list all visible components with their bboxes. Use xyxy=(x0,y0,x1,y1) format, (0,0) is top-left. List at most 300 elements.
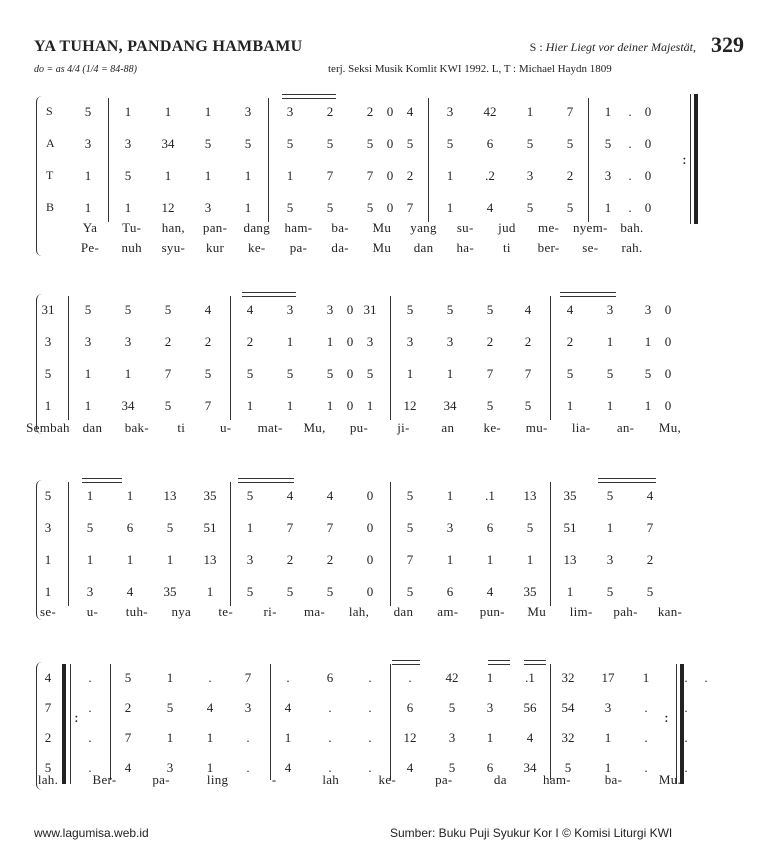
beam-line xyxy=(238,478,294,479)
note: 5 xyxy=(286,200,294,215)
note: 5 xyxy=(84,302,92,317)
note: 3 xyxy=(606,552,614,567)
beam-line xyxy=(242,296,296,297)
note: 7 xyxy=(406,200,414,215)
voice-label: A xyxy=(46,136,55,150)
note: 2 xyxy=(204,334,212,349)
note: 32 xyxy=(561,730,575,745)
note: 1 xyxy=(246,520,254,535)
note: 1 xyxy=(124,104,132,119)
voice-row xyxy=(0,520,758,540)
note: 5 xyxy=(124,670,132,685)
note: 7 xyxy=(646,520,654,535)
voice-row xyxy=(0,302,758,322)
note: . xyxy=(628,136,632,151)
note: 5 xyxy=(84,104,92,119)
lyric-syllable: da xyxy=(493,772,507,787)
lyric-syllable: se- xyxy=(39,604,57,619)
note: 0 xyxy=(664,334,672,349)
lyric-syllable: ti xyxy=(177,420,186,435)
note: 5 xyxy=(366,200,374,215)
lyric-syllable: lah xyxy=(322,772,340,787)
lyric-syllable: mu- xyxy=(525,420,548,435)
note: 4 xyxy=(44,670,52,685)
note: 4 xyxy=(406,104,414,119)
note: 1 xyxy=(366,398,374,413)
lyric-syllable: lah. xyxy=(37,772,59,787)
note: 3 xyxy=(406,334,414,349)
lyric-syllable: mat- xyxy=(257,420,283,435)
note: 7 xyxy=(326,168,334,183)
beam-line xyxy=(560,296,616,297)
tune-source xyxy=(530,40,696,55)
voice-row xyxy=(0,552,758,572)
lyric-syllable: ham- xyxy=(542,772,571,787)
note: . xyxy=(368,670,372,685)
beam-line xyxy=(392,660,420,661)
note: 5 xyxy=(44,366,52,381)
voice-row xyxy=(0,168,758,188)
note: 1 xyxy=(244,168,252,183)
lyric-syllable: ri- xyxy=(263,604,277,619)
note: 1 xyxy=(604,200,612,215)
note: 7 xyxy=(486,366,494,381)
note: 3 xyxy=(604,700,612,715)
note: 5 xyxy=(166,520,174,535)
note: 0 xyxy=(366,584,374,599)
note: 1 xyxy=(526,104,534,119)
note: 3 xyxy=(366,334,374,349)
note: 35 xyxy=(523,584,537,599)
note: 1 xyxy=(84,168,92,183)
note: 3 xyxy=(526,168,534,183)
credits: terj. Seksi Musik Komlit KWI 1992. L, T : Michael Haydn 1809 xyxy=(328,63,612,75)
note: 3 xyxy=(286,302,294,317)
lyric-syllable: Pe- xyxy=(80,240,100,255)
note: 5 xyxy=(86,520,94,535)
note: 1 xyxy=(606,398,614,413)
note: . xyxy=(684,760,688,775)
note: 0 xyxy=(664,302,672,317)
note: 51 xyxy=(203,520,217,535)
note: 5 xyxy=(326,200,334,215)
repeat-dots: : xyxy=(74,710,79,726)
beam-line xyxy=(524,664,546,665)
lyric-syllable: pan- xyxy=(202,220,228,235)
voice-row xyxy=(0,488,758,508)
note: 5 xyxy=(164,398,172,413)
voice-row xyxy=(0,366,758,386)
note: 5 xyxy=(448,700,456,715)
note: 5 xyxy=(246,584,254,599)
source-footer: Sumber: Buku Puji Syukur Kor I © Komisi Liturgi KWI xyxy=(390,826,673,840)
lyric-syllable: - xyxy=(271,772,277,787)
lyric-syllable: dan xyxy=(82,420,103,435)
note: . xyxy=(88,760,92,775)
lyric-syllable: se- xyxy=(582,240,599,255)
lyric-syllable: ke- xyxy=(378,772,397,787)
note: . xyxy=(88,670,92,685)
note: 3 xyxy=(244,700,252,715)
lyric-syllable: nuh xyxy=(121,240,142,255)
lyric-syllable: ba- xyxy=(604,772,623,787)
note: 1 xyxy=(44,398,52,413)
lyric-line xyxy=(0,604,758,624)
lyric-syllable: u- xyxy=(86,604,99,619)
note: 2 xyxy=(44,730,52,745)
note: 1 xyxy=(446,200,454,215)
lyric-syllable: an xyxy=(441,420,455,435)
note: 7 xyxy=(366,168,374,183)
lyric-syllable: han, xyxy=(161,220,185,235)
note: 3 xyxy=(644,302,652,317)
note: 34 xyxy=(443,398,457,413)
note: 5 xyxy=(486,302,494,317)
note: 4 xyxy=(206,700,214,715)
lyric-syllable: tuh- xyxy=(125,604,148,619)
note: 3 xyxy=(606,302,614,317)
lyric-syllable: bak- xyxy=(124,420,149,435)
note: 3 xyxy=(446,104,454,119)
note: 5 xyxy=(326,584,334,599)
note: 4 xyxy=(646,488,654,503)
lyric-syllable: nya xyxy=(171,604,192,619)
beam-line xyxy=(242,292,296,293)
lyric-syllable: ham- xyxy=(284,220,313,235)
note: . xyxy=(208,670,212,685)
note: 0 xyxy=(346,302,354,317)
note: 7 xyxy=(286,520,294,535)
note: 32 xyxy=(561,670,575,685)
note: 4 xyxy=(286,488,294,503)
note: 0 xyxy=(644,104,652,119)
note: . xyxy=(328,760,332,775)
note: 54 xyxy=(561,700,575,715)
note: 0 xyxy=(644,200,652,215)
note: . xyxy=(368,730,372,745)
beam-line xyxy=(282,98,336,99)
lyric-line xyxy=(0,420,758,440)
note: 5 xyxy=(366,366,374,381)
note: 0 xyxy=(664,366,672,381)
note: 2 xyxy=(486,334,494,349)
note: 1 xyxy=(286,168,294,183)
lyric-syllable: ha- xyxy=(456,240,474,255)
tune-name: Hier Liegt vor deiner Majestät, xyxy=(545,40,696,54)
note: 0 xyxy=(346,334,354,349)
note: 5 xyxy=(606,366,614,381)
lyric-syllable: kur xyxy=(205,240,225,255)
note: . xyxy=(328,700,332,715)
voice-row xyxy=(0,136,758,156)
note: 13 xyxy=(523,488,537,503)
key-signature: do = as 4/4 (1/4 = 84-88) xyxy=(34,64,137,75)
note: 5 xyxy=(524,398,532,413)
note: 2 xyxy=(406,168,414,183)
note: 1 xyxy=(166,552,174,567)
note: . xyxy=(368,760,372,775)
note: . xyxy=(644,700,648,715)
note: 5 xyxy=(486,398,494,413)
note: 56 xyxy=(523,700,537,715)
note: 42 xyxy=(483,104,497,119)
note: . xyxy=(628,200,632,215)
note: 5 xyxy=(526,520,534,535)
lyric-syllable: jud xyxy=(498,220,516,235)
note: 31 xyxy=(363,302,377,317)
beam-line xyxy=(598,482,656,483)
note: 0 xyxy=(386,168,394,183)
note: 51 xyxy=(563,520,577,535)
note: 1 xyxy=(604,760,612,775)
note: 35 xyxy=(163,584,177,599)
note: 7 xyxy=(204,398,212,413)
lyric-syllable: an- xyxy=(616,420,635,435)
note: . xyxy=(644,730,648,745)
note: 7 xyxy=(406,552,414,567)
note: 5 xyxy=(406,520,414,535)
note: 7 xyxy=(164,366,172,381)
note: 1 xyxy=(44,552,52,567)
voice-row xyxy=(0,700,758,726)
note: 0 xyxy=(346,398,354,413)
note: 1 xyxy=(166,670,174,685)
note: 3 xyxy=(244,104,252,119)
note: 1 xyxy=(206,730,214,745)
note: 7 xyxy=(44,700,52,715)
note: 1 xyxy=(642,670,650,685)
voice-row xyxy=(0,104,758,124)
note: 1 xyxy=(86,552,94,567)
note: . xyxy=(704,670,708,685)
lyric-syllable: lia- xyxy=(571,420,591,435)
note: 2 xyxy=(566,168,574,183)
note: 3 xyxy=(124,136,132,151)
lyric-syllable: ma- xyxy=(304,604,326,619)
note: 5 xyxy=(246,488,254,503)
note: . xyxy=(628,168,632,183)
note: 5 xyxy=(286,366,294,381)
note: 0 xyxy=(644,168,652,183)
note: 1 xyxy=(86,488,94,503)
lyric-syllable: ke- xyxy=(248,240,266,255)
note: 34 xyxy=(121,398,135,413)
note: 34 xyxy=(523,760,537,775)
note: 1 xyxy=(566,584,574,599)
note: 6 xyxy=(486,136,494,151)
note: 5 xyxy=(448,760,456,775)
beam-line xyxy=(488,664,510,665)
note: 12 xyxy=(403,730,417,745)
note: 6 xyxy=(326,670,334,685)
note: 0 xyxy=(366,520,374,535)
note: 1 xyxy=(606,334,614,349)
note: . xyxy=(88,730,92,745)
note: 4 xyxy=(406,760,414,775)
note: 5 xyxy=(326,136,334,151)
beam-line xyxy=(488,660,510,661)
note: 5 xyxy=(326,366,334,381)
note: 5 xyxy=(446,302,454,317)
note: . xyxy=(408,670,412,685)
note: 3 xyxy=(166,760,174,775)
lyric-syllable: Mu, xyxy=(658,420,682,435)
note: 2 xyxy=(124,700,132,715)
note: 1 xyxy=(644,398,652,413)
note: 1 xyxy=(286,334,294,349)
note: 42 xyxy=(445,670,459,685)
note: 3 xyxy=(44,334,52,349)
note: 4 xyxy=(566,302,574,317)
repeat-dots: : xyxy=(664,710,669,726)
note: 3 xyxy=(446,520,454,535)
note: 5 xyxy=(44,488,52,503)
voice-label: S xyxy=(46,104,53,118)
note: 1 xyxy=(164,104,172,119)
note: 5 xyxy=(644,366,652,381)
lyric-syllable: kan- xyxy=(657,604,683,619)
note: 0 xyxy=(386,136,394,151)
note: 5 xyxy=(166,700,174,715)
note: 1 xyxy=(526,552,534,567)
note: 31 xyxy=(41,302,55,317)
note: 13 xyxy=(203,552,217,567)
note: 1 xyxy=(486,670,494,685)
note: .1 xyxy=(525,670,535,685)
note: 1 xyxy=(84,200,92,215)
note: 1 xyxy=(644,334,652,349)
note: 5 xyxy=(406,584,414,599)
note: 3 xyxy=(604,168,612,183)
note: 5 xyxy=(44,760,52,775)
lyric-syllable: ling xyxy=(206,772,229,787)
note: 2 xyxy=(524,334,532,349)
lyric-syllable: dan xyxy=(393,604,414,619)
note: .1 xyxy=(485,488,495,503)
website-footer: www.lagumisa.web.id xyxy=(34,826,149,840)
note: 17 xyxy=(601,670,615,685)
repeat-dots: : xyxy=(682,152,687,168)
note: 1 xyxy=(326,334,334,349)
note: 3 xyxy=(326,302,334,317)
note: 4 xyxy=(486,200,494,215)
note: 0 xyxy=(386,104,394,119)
note: 35 xyxy=(203,488,217,503)
note: 5 xyxy=(366,136,374,151)
lyric-syllable: Ber- xyxy=(92,772,117,787)
note: 1 xyxy=(486,552,494,567)
note: . xyxy=(684,730,688,745)
note: 6 xyxy=(486,520,494,535)
note: 5 xyxy=(124,168,132,183)
lyric-syllable: Sembah xyxy=(26,420,70,435)
beam-line xyxy=(560,292,616,293)
voice-label: T xyxy=(46,168,54,182)
lyric-syllable: Mu xyxy=(372,240,392,255)
note: 1 xyxy=(204,168,212,183)
lyric-syllable: lim- xyxy=(569,604,593,619)
note: 1 xyxy=(284,730,292,745)
lyric-syllable: Mu, xyxy=(303,420,326,435)
voice-row xyxy=(0,398,758,418)
note: 1 xyxy=(486,730,494,745)
note: .2 xyxy=(485,168,495,183)
note: 1 xyxy=(204,104,212,119)
note: . xyxy=(286,670,290,685)
note: 2 xyxy=(246,334,254,349)
beam-line xyxy=(598,478,656,479)
note: 2 xyxy=(326,104,334,119)
note: 3 xyxy=(486,700,494,715)
note: 7 xyxy=(124,730,132,745)
note: 5 xyxy=(286,136,294,151)
note: . xyxy=(246,730,250,745)
note: 4 xyxy=(246,302,254,317)
lyric-syllable: Mu xyxy=(372,220,392,235)
lyric-syllable: Ya xyxy=(82,220,98,235)
lyric-syllable: pah- xyxy=(613,604,638,619)
note: 4 xyxy=(524,302,532,317)
note: 4 xyxy=(284,760,292,775)
lyric-syllable: pun- xyxy=(479,604,505,619)
lyric-syllable: su- xyxy=(456,220,474,235)
note: 4 xyxy=(486,584,494,599)
note: 7 xyxy=(326,520,334,535)
note: 12 xyxy=(161,200,175,215)
note: 6 xyxy=(486,760,494,775)
lyric-syllable: ba- xyxy=(331,220,349,235)
note: 34 xyxy=(161,136,175,151)
note: 1 xyxy=(244,200,252,215)
note: 1 xyxy=(84,366,92,381)
lyric-syllable: Mu. xyxy=(658,772,682,787)
note: 4 xyxy=(124,760,132,775)
beam-line xyxy=(392,664,420,665)
note: 1 xyxy=(164,168,172,183)
lyric-syllable: dang xyxy=(243,220,271,235)
tune-prefix: S : xyxy=(529,40,543,54)
note: 1 xyxy=(166,730,174,745)
note: 0 xyxy=(366,488,374,503)
lyric-syllable: yang xyxy=(410,220,437,235)
note: 7 xyxy=(244,670,252,685)
note: 5 xyxy=(406,488,414,503)
note: 5 xyxy=(246,366,254,381)
note: . xyxy=(246,760,250,775)
note: 1 xyxy=(446,168,454,183)
note: 3 xyxy=(446,334,454,349)
note: 2 xyxy=(164,334,172,349)
beam-line xyxy=(82,478,122,479)
note: . xyxy=(644,760,648,775)
note: 0 xyxy=(346,366,354,381)
beam-line xyxy=(282,94,336,95)
voice-label: B xyxy=(46,200,55,214)
note: 3 xyxy=(44,520,52,535)
lyric-syllable: pa- xyxy=(435,772,453,787)
lyric-syllable: Tu- xyxy=(122,220,142,235)
note: 7 xyxy=(524,366,532,381)
note: . xyxy=(684,670,688,685)
note: 5 xyxy=(446,136,454,151)
note: 3 xyxy=(84,334,92,349)
lyric-syllable: te- xyxy=(218,604,234,619)
note: 5 xyxy=(526,200,534,215)
note: 5 xyxy=(566,136,574,151)
note: 5 xyxy=(526,136,534,151)
lyric-syllable: pu- xyxy=(349,420,369,435)
beam-line xyxy=(524,660,546,661)
